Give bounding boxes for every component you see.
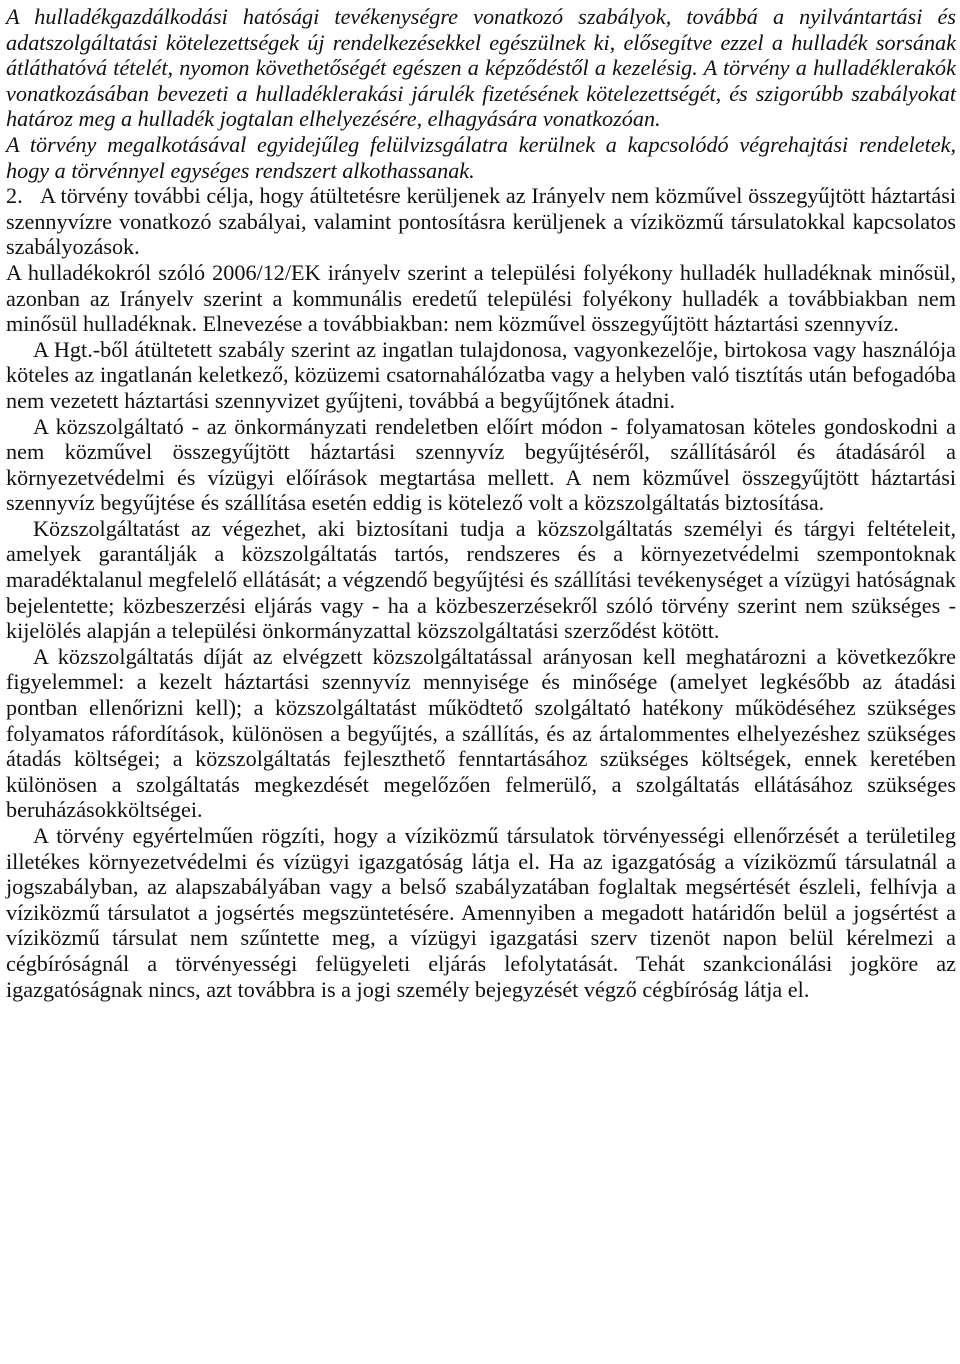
section-number: 2. [6,183,23,209]
paragraph-service-fee: A közszolgáltatás díját az elvégzett közszolgáltatással arányosan kell meghatározni a következőkre figyelemmel: a kezelt háztartási szennyvíz mennyisége és minősége (amelyet legkésőbb az átadási pontban ellenőrizni kell); a közszolgáltatást működtető szolgáltató hatékony működéséhez szükséges folyamatos ráfordítások, különösen a begyűjtés, a szállítás, és az ártalommentes elhelyezéshez szükséges átadás költségei; a közszolgáltatás fejleszthető fenntartásához szükséges költségek, ennek keretében különösen a szolgáltatás megkezdését megelőzően felmerülő, a szolgáltatás ellátásához szükséges beruházásokköltségei. [6,643,956,823]
paragraph-legality-supervision: A törvény egyértelműen rögzíti, hogy a víziközmű társulatok törvényességi ellenőrzését a területileg illetékes környezetvédelmi és vízügyi igazgatóság látja el. Ha az igazgatóság a víziközmű társulatnál a jogszabályban, az alapszabályában vagy a belső szabályzatában foglaltak megsértését észleli, felhívja a víziközmű társulatot a jogsértés megszüntetésére. Amennyiben a megadott határidőn belül a jogsértést a víziközmű társulat nem szűntette meg, a vízügyi igazgatási szerv tizenöt napon belül kérelmezi a cégbíróságnál a törvényességi felügyeleti eljárás lefolytatását. Tehát szankcionálási jogköre az igazgatóságnak nincs, azt továbbra is a jogi személy bejegyzését végző cégbíróság látja el. [6,823,956,1002]
italic-paragraph-implementing-decrees: A törvény megalkotásával egyidejűleg felülvizsgálatra kerülnek a kapcsolódó végrehajtási rendeletek, hogy a törvénnyel egységes rendszert alkothassanak. [6,131,956,183]
paragraph-hgt-rule: A Hgt.-ből átültetett szabály szerint az ingatlan tulajdonosa, vagyonkezelője, birtokosa vagy használója köteles az ingatlanán keletkező, közüzemi csatornahálózatba vagy a helyben való tisztítás után befogadóba nem vezetett háztartási szennyvizet gyűjteni, továbbá a begyűjtőnek átadni. [6,336,956,413]
paragraph-waste-directive: A hulladékokról szóló 2006/12/EK irányelv szerint a települési folyékony hulladék hulladéknak minősül, azonban az Irányelv szerint a kommunális eredetű települési folyékony hulladék a továbbiakban nem minősül hulladéknak. Elnevezése a továbbiakban: nem közművel összegyűjtött háztartási szennyvíz. [6,259,956,337]
italic-paragraph-waste-management: A hulladékgazdálkodási hatósági tevékenységre vonatkozó szabályok, továbbá a nyilvántartási és adatszolgáltatási kötelezettségek új rendelkezésekkel egészülnek ki, elősegítve ezzel a hulladék sorsának átláthatóvá tételét, nyomon követhetőségét egészen a képződéstől a kezelésig. A törvény a hulladéklerakók vonatkozásában bevezeti a hulladéklerakási járulék fizetésének kötelezettségét, és szigorúbb szabályokat határoz meg a hulladék jogtalan elhelyezésére, elhagyására vonatkozóan. [6,4,956,132]
paragraph-public-service-provider: A közszolgáltató - az önkormányzati rendeletben előírt módon - folyamatosan köteles gondoskodni a nem közművel összegyűjtött háztartási szennyvíz begyűjtéséről, szállításáról és átadásáról a környezetvédelmi és vízügyi előírások megtartása mellett. A nem közművel összegyűjtött háztartási szennyvíz begyűjtése és szállítása esetén eddig is kötelező volt a közszolgáltatás biztosítása. [6,413,956,516]
document-page [6,4,956,1002]
section-2-text: A törvény további célja, hogy átültetésre kerüljenek az Irányelv nem közművel összegyűjtött háztartási szennyvízre vonatkozó szabályai, valamint pontosításra kerüljenek a víziközmű társulatokkal kapcsolatos szabályozások. [6,183,956,260]
paragraph-service-conditions: Közszolgáltatást az végezhet, aki biztosítani tudja a közszolgáltatás személyi és tárgyi feltételeit, amelyek garantálják a közszolgáltatás tartós, rendszeres és a környezetvédelmi szempontoknak maradéktalanul megfelelő ellátását; a végzendő begyűjtési és szállítási tevékenységet a vízügyi hatóságnak bejelentette; közbeszerzési eljárás vagy - ha a közbeszerzésekről szóló törvény szerint nem szükséges - kijelölés alapján a települési önkormányzattal közszolgáltatási szerződést kötött. [6,515,956,644]
section-2-paragraph [6,183,956,260]
